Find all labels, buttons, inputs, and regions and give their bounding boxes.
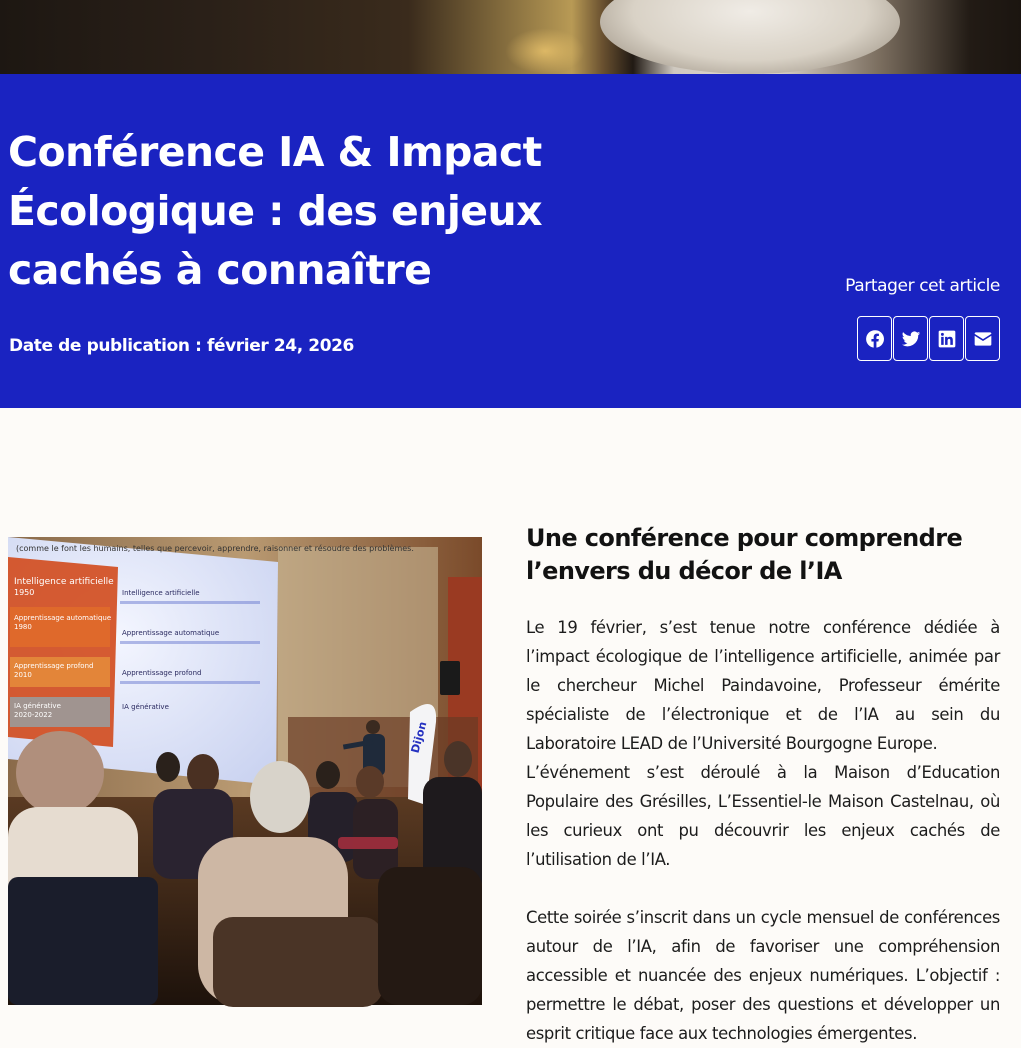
slide-box4-label: IA générative: [14, 702, 61, 710]
article-paragraph-2: L’événement s’est déroulé à la Maison d’Education Populaire des Grésilles, L’Essentiel-le Maison Castelnau, où les curieux ont pu découvrir les enjeux cachés de l’utilisation de l’IA.: [526, 763, 1000, 869]
slide-item-2: Apprentissage automatique: [122, 629, 220, 637]
share-twitter-button[interactable]: [893, 316, 928, 361]
share-facebook-button[interactable]: [857, 316, 892, 361]
publication-date: Date de publication : février 24, 2026: [9, 336, 354, 356]
slide-box3-year: 2010: [14, 671, 32, 679]
article-heading: Une conférence pour comprendre l’envers du décor de l’IA: [526, 524, 963, 585]
slide-header-line: (comme le font les humains, telles que percevoir, apprendre, raisonner et résoudre des problèmes.: [16, 544, 414, 553]
slide-item-3: Apprentissage profond: [122, 669, 202, 677]
conference-photo-illustration: [8, 537, 482, 1005]
article-paragraph-1: Le 19 février, s’est tenue notre conférence dédiée à l’impact écologique de l’intelligence artificielle, animée par le chercheur Michel Paindavoine, Professeur émérite spécialiste de l’électronique et de l’IA au sein du Laboratoire LEAD de l’Université Bourgogne Europe.: [526, 618, 1000, 753]
hero-light-spot: [505, 28, 585, 74]
share-linkedin-button[interactable]: [929, 316, 964, 361]
slide-box2-year: 1980: [14, 623, 32, 631]
envelope-icon: [973, 329, 993, 349]
banner-logo-text: Dijon: [408, 720, 430, 755]
facebook-icon: [865, 329, 885, 349]
hero-photo: [0, 0, 1021, 74]
slide-box2-label: Apprentissage automatique: [14, 614, 112, 622]
share-label: Partager cet article: [845, 276, 1000, 296]
slide-item-4: IA générative: [122, 703, 169, 711]
slide-box3-label: Apprentissage profond: [14, 662, 94, 670]
slide-item-1: Intelligence artificielle: [122, 589, 200, 597]
share-buttons: [857, 316, 1001, 361]
slide-box1-year: 1950: [14, 588, 35, 597]
page-title: Conférence IA & Impact Écologique : des enjeux cachés à connaître: [8, 128, 542, 294]
slide-box1-label: Intelligence artificielle: [14, 577, 114, 587]
article-body: [526, 522, 1000, 1048]
conference-photo: [8, 537, 482, 1005]
linkedin-icon: [937, 329, 957, 349]
article-paragraph-3: Cette soirée s’inscrit dans un cycle mensuel de conférences autour de l’IA, afin de favoriser une compréhension accessible et nuancée des enjeux numériques. L’objectif : permettre le débat, poser des questions et développer un esprit critique face aux technologies émergentes.: [526, 908, 1000, 1043]
hero-audience-head: [600, 0, 900, 74]
twitter-icon: [901, 329, 921, 349]
slide-box4-year: 2020-2022: [14, 711, 53, 719]
article-header-banner: [0, 74, 1021, 408]
share-email-button[interactable]: [965, 316, 1000, 361]
